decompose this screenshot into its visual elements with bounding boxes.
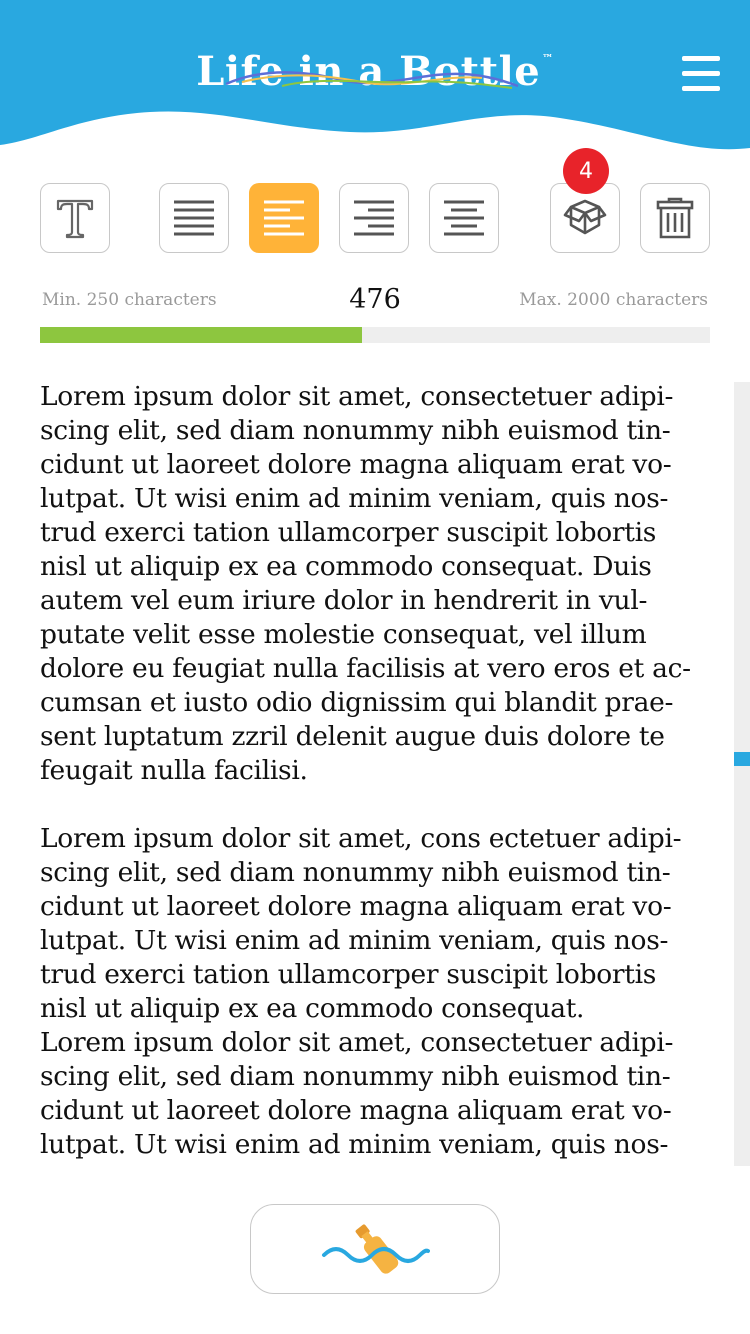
text-format-button[interactable] — [40, 183, 110, 253]
min-characters-label: Min. 250 characters — [42, 290, 217, 310]
character-progress-fill — [40, 327, 362, 343]
message-text-area[interactable] — [40, 380, 712, 1164]
align-right-button[interactable] — [339, 183, 409, 253]
max-characters-label: Max. 2000 characters — [519, 290, 708, 310]
scrollbar-thumb[interactable] — [734, 752, 750, 766]
app-title: Life in a Bottle — [196, 48, 541, 95]
text-format-icon — [53, 196, 97, 240]
bottle-in-water-icon — [320, 1219, 430, 1279]
align-center-button[interactable] — [429, 183, 499, 253]
message-paragraph-1: Lorem ipsum dolor sit amet, consectetuer adipi- scing elit, sed diam nonummy nibh euismod tin- cidunt ut laoreet dolore magna aliquam erat vo- lutpat. Ut wisi enim ad minim veniam, quis nos- trud exerci tation ullamcorper suscipit lobortis nisl ut aliquip ex ea commodo consequat. Duis autem vel eum iriure dolor in hendrerit in vul- putate velit esse molestie consequat, vel illum dolore eu feugiat nulla facilisis at vero eros et ac- cumsan et iusto odio dignissim qui blandit prae- sent luptatum zzril delenit augue duis dolore te feugait nulla facilisi. — [40, 381, 691, 786]
align-justify-icon — [172, 198, 216, 238]
align-left-button[interactable] — [249, 183, 319, 253]
align-right-icon — [352, 198, 396, 238]
message-paragraph-2: Lorem ipsum dolor sit amet, cons ectetuer adipi- scing elit, sed diam nonummy nibh euismod tin- cidunt ut laoreet dolore magna aliquam erat vo- lutpat. Ut wisi enim ad minim veniam, quis nos- trud exerci tation ullamcorper suscipit lobortis nisl ut aliquip ex ea commodo consequat. Lorem ipsum dolor sit amet, consectetuer adipi- scing elit, sed diam nonummy nibh euismod tin- cidunt ut laoreet dolore magna aliquam erat vo- lutpat. Ut wisi enim ad minim veniam, quis nos- — [40, 823, 682, 1160]
character-count: 476 — [349, 284, 401, 315]
hamburger-menu-icon[interactable] — [682, 56, 720, 92]
send-bottle-button[interactable] — [250, 1204, 500, 1294]
text-scrollbar[interactable] — [734, 382, 750, 1166]
align-center-icon — [442, 198, 486, 238]
align-left-icon — [262, 198, 306, 238]
trash-icon — [655, 196, 695, 240]
app-header — [0, 0, 750, 160]
logo-swoosh — [222, 62, 522, 92]
character-counter — [40, 286, 710, 316]
align-justify-button[interactable] — [159, 183, 229, 253]
box-icon — [562, 197, 608, 239]
trademark-mark: ™ — [542, 52, 554, 65]
character-progress-bar — [40, 327, 710, 343]
box-count-badge: 4 — [563, 148, 609, 194]
delete-button[interactable] — [640, 183, 710, 253]
